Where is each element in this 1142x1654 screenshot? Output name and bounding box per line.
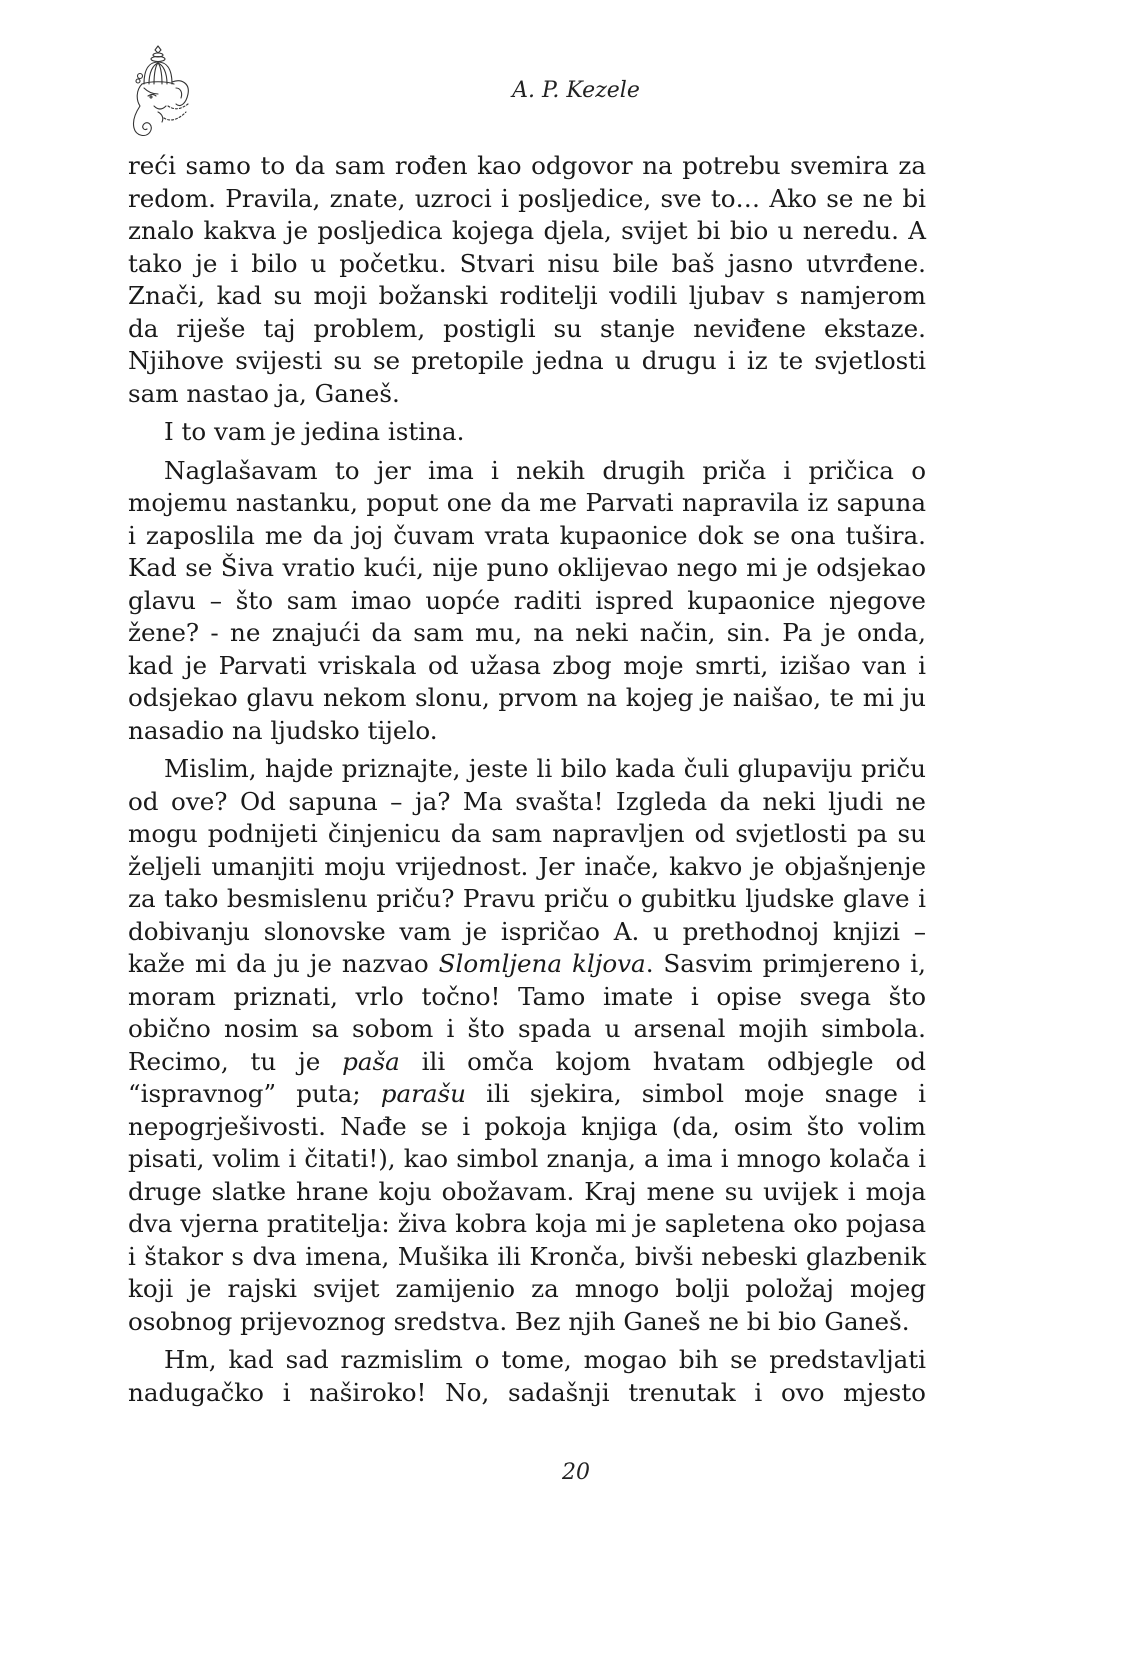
text-run: Hm, kad sad razmislim o tome, mogao bih se predstavljati nadugačko i naširoko! No, sadašnji trenutak i ovo mjesto (128, 1345, 926, 1407)
paragraph (128, 150, 926, 410)
term-italic: parašu (380, 1079, 467, 1108)
text-run: . Sasvim primjereno i, moram priznati, vrlo točno! Tamo imate i opise svega što obično nosim sa sobom i što spada u arsenal mojih simbola. Recimo, tu je (128, 949, 926, 1076)
paragraph (128, 1344, 926, 1409)
paragraph (128, 416, 926, 449)
page-number: 20 (562, 1460, 590, 1485)
text-run: I to vam je jedina istina. (164, 417, 465, 446)
running-head-author: A. P. Kezele (512, 78, 640, 103)
paragraph (128, 455, 926, 748)
paragraph (128, 753, 926, 1338)
body-text (128, 150, 926, 1415)
text-run: Naglašavam to jer ima i nekih drugih priča i pričica o mojemu nastanku, poput one da me Parvati napravila iz sapuna i zaposlila me da joj čuvam vrata kupaonice dok se ona tušira. Kad se Šiva vratio kući, nije puno oklijevao nego mi je odsjekao glavu – što sam imao uopće raditi ispred kupaonice njegove žene? - ne znajući da sam mu, na neki način, sin. Pa je onda, kad je Parvati vriskala od užasa zbog moje smrti, izišao van i odsjekao glavu nekom slonu, prvom na kojeg je naišao, te mi ju nasadio na ljudsko tijelo. (128, 455, 926, 745)
text-run: ili omča kojom hvatam odbjegle od “ispravnog” puta; (128, 1046, 927, 1108)
book-title-italic: Slomljena kljova (438, 949, 646, 978)
text-run: ili sjekira, simbol moje snage i nepogrješivosti. Nađe se i pokoja knjiga (da, osim što volim pisati, volim i čitati!), kao simbol znanja, a ima i mnogo kolača i druge slatke hrane koju obožavam. Kraj mene su uvijek i moja dva vjerna pratitelja: živa kobra koja mi je sapletena oko pojasa i štakor s dva imena, Mušika ili Kronča, bivši nebeski glazbenik koji je rajski svijet zamijenio za mnogo bolji položaj mojeg osobnog prijevoznog sredstva. Bez njih Ganeš ne bi bio Ganeš. (128, 1079, 926, 1336)
term-italic: paša (342, 1046, 400, 1076)
text-run: Mislim, hajde priznajte, jeste li bilo kada čuli glupaviju priču od ove? Od sapuna – ja? Ma svašta! Izgleda da neki ljudi ne mogu podnijeti činjenicu da sam napravljen od svjetlosti pa su željeli umanjiti moju vrijednost. Jer inače, kakvo je objašnjenje za tako besmislenu priču? Pravu priču o gubitku ljudske glave i dobivanju slonovske vam je ispričao A. u prethodnoj knjizi – kaže mi da ju je nazvao (128, 754, 926, 978)
text-run: reći samo to da sam rođen kao odgovor na potrebu svemira za redom. Pravila, znate, uzroci i posljedice, sve to… Ako se ne bi znalo kakva je posljedica kojega djela, svijet bi bio u neredu. A tako je i bilo u početku. Stvari nisu bile baš jasno utvrđene. Znači, kad su moji božanski roditelji vodili ljubav s namjerom da riješe taj problem, postigli su stanje neviđene ekstaze. Njihove svijesti su se pretopile jedna u drugu i iz te svjetlosti sam nastao ja, Ganeš. (128, 151, 926, 408)
